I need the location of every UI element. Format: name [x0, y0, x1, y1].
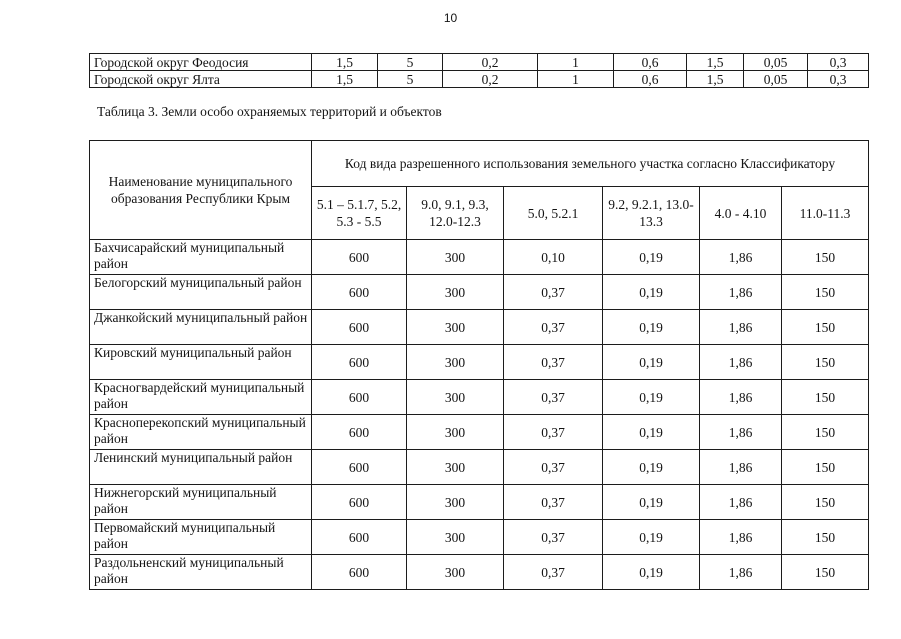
row-municipality-name: Красноперекопский муниципальный район [90, 415, 312, 450]
table-cell: 0,37 [504, 450, 603, 485]
table-cell: 300 [407, 415, 504, 450]
table-cell: 600 [312, 555, 407, 590]
row-municipality-name: Раздольненский муниципальный район [90, 555, 312, 590]
table-cell: 0,37 [504, 520, 603, 555]
header-code-cell: 9.0, 9.1, 9.3, 12.0-12.3 [407, 187, 504, 240]
table-cell: 1,86 [700, 240, 782, 275]
table-cell: 0,19 [603, 240, 700, 275]
table-cell: 300 [407, 310, 504, 345]
table-cell: 0,19 [603, 485, 700, 520]
table-cell: 300 [407, 555, 504, 590]
top-table-row [90, 54, 869, 71]
table-cell: 300 [407, 275, 504, 310]
table-cell: 1,86 [700, 275, 782, 310]
row-municipality-name: Городской округ Феодосия [90, 54, 312, 71]
table-cell: 1,86 [700, 345, 782, 380]
table-cell: 0,19 [603, 380, 700, 415]
table-cell: 0,19 [603, 345, 700, 380]
table-cell: 1,86 [700, 555, 782, 590]
header-code-cell: 5.0, 5.2.1 [504, 187, 603, 240]
table-cell: 0,3 [808, 54, 869, 71]
table-cell: 150 [782, 555, 869, 590]
table-cell: 150 [782, 345, 869, 380]
table-cell: 0,2 [443, 54, 538, 71]
table-cell: 0,05 [744, 71, 808, 88]
table-cell: 600 [312, 415, 407, 450]
table-cell: 300 [407, 380, 504, 415]
row-municipality-name: Ленинский муниципальный район [90, 450, 312, 485]
table-cell: 0,19 [603, 555, 700, 590]
table-cell: 150 [782, 450, 869, 485]
table-cell: 1,5 [312, 54, 378, 71]
table-cell: 600 [312, 345, 407, 380]
table-cell: 0,6 [614, 54, 687, 71]
table-row [90, 520, 869, 555]
table-caption: Таблица 3. Земли особо охраняемых территорий и объектов [97, 104, 442, 119]
row-municipality-name: Белогорский муниципальный район [90, 275, 312, 310]
header-code-group: Код вида разрешенного использования земельного участка согласно Классификатору [312, 141, 869, 187]
table-cell: 300 [407, 485, 504, 520]
table-cell: 1,86 [700, 520, 782, 555]
table-cell: 0,2 [443, 71, 538, 88]
table-row [90, 345, 869, 380]
table-cell: 300 [407, 450, 504, 485]
table-row [90, 555, 869, 590]
table-cell: 5 [378, 71, 443, 88]
table-cell: 0,10 [504, 240, 603, 275]
table-cell: 0,05 [744, 54, 808, 71]
table-cell: 1,86 [700, 450, 782, 485]
header-municipality: Наименование муниципального образования Республики Крым [90, 141, 312, 240]
table-row [90, 450, 869, 485]
table-cell: 0,19 [603, 520, 700, 555]
table-cell: 1,5 [312, 71, 378, 88]
header-code-cell: 4.0 - 4.10 [700, 187, 782, 240]
header-code-cell: 11.0-11.3 [782, 187, 869, 240]
table-cell: 300 [407, 240, 504, 275]
table-row [90, 380, 869, 415]
top-table-row [90, 71, 869, 88]
table-cell: 150 [782, 485, 869, 520]
header-code-cell: 5.1 – 5.1.7, 5.2, 5.3 - 5.5 [312, 187, 407, 240]
table-cell: 0,19 [603, 450, 700, 485]
table-cell: 0,19 [603, 275, 700, 310]
table-cell: 1,86 [700, 380, 782, 415]
table-cell: 300 [407, 345, 504, 380]
table-header-row [90, 141, 869, 187]
table-row [90, 275, 869, 310]
table-cell: 600 [312, 485, 407, 520]
table-cell: 1 [538, 54, 614, 71]
row-municipality-name: Городской округ Ялта [90, 71, 312, 88]
table-cell: 0,19 [603, 415, 700, 450]
table-cell: 600 [312, 240, 407, 275]
row-municipality-name: Бахчисарайский муниципальный район [90, 240, 312, 275]
table-cell: 300 [407, 520, 504, 555]
page-number: 10 [443, 11, 458, 25]
table-cell: 150 [782, 520, 869, 555]
table-row [90, 415, 869, 450]
table-cell: 0,37 [504, 555, 603, 590]
table-row [90, 310, 869, 345]
table-cell: 1 [538, 71, 614, 88]
table-cell: 600 [312, 520, 407, 555]
table-cell: 0,37 [504, 310, 603, 345]
table-cell: 0,6 [614, 71, 687, 88]
table-cell: 0,3 [808, 71, 869, 88]
table-cell: 600 [312, 450, 407, 485]
row-municipality-name: Первомайский муниципальный район [90, 520, 312, 555]
table-cell: 600 [312, 275, 407, 310]
table-cell: 0,37 [504, 275, 603, 310]
table-cell: 0,37 [504, 485, 603, 520]
table-row [90, 240, 869, 275]
table-cell: 0,37 [504, 345, 603, 380]
table-cell: 1,5 [687, 71, 744, 88]
table-cell: 600 [312, 310, 407, 345]
header-code-cell: 9.2, 9.2.1, 13.0-13.3 [603, 187, 700, 240]
table-cell: 150 [782, 240, 869, 275]
table-cell: 1,86 [700, 310, 782, 345]
row-municipality-name: Джанкойский муниципальный район [90, 310, 312, 345]
row-municipality-name: Нижнегорский муниципальный район [90, 485, 312, 520]
table-cell: 150 [782, 380, 869, 415]
table-cell: 1,86 [700, 415, 782, 450]
table-cell: 150 [782, 275, 869, 310]
continued-table [89, 53, 869, 88]
protected-lands-table [89, 140, 869, 590]
table-cell: 0,37 [504, 415, 603, 450]
table-cell: 150 [782, 310, 869, 345]
table-cell: 0,37 [504, 380, 603, 415]
table-cell: 0,19 [603, 310, 700, 345]
table-cell: 5 [378, 54, 443, 71]
row-municipality-name: Красногвардейский муниципальный район [90, 380, 312, 415]
table-row [90, 485, 869, 520]
table-cell: 1,5 [687, 54, 744, 71]
table-cell: 150 [782, 415, 869, 450]
table-cell: 1,86 [700, 485, 782, 520]
row-municipality-name: Кировский муниципальный район [90, 345, 312, 380]
table-cell: 600 [312, 380, 407, 415]
